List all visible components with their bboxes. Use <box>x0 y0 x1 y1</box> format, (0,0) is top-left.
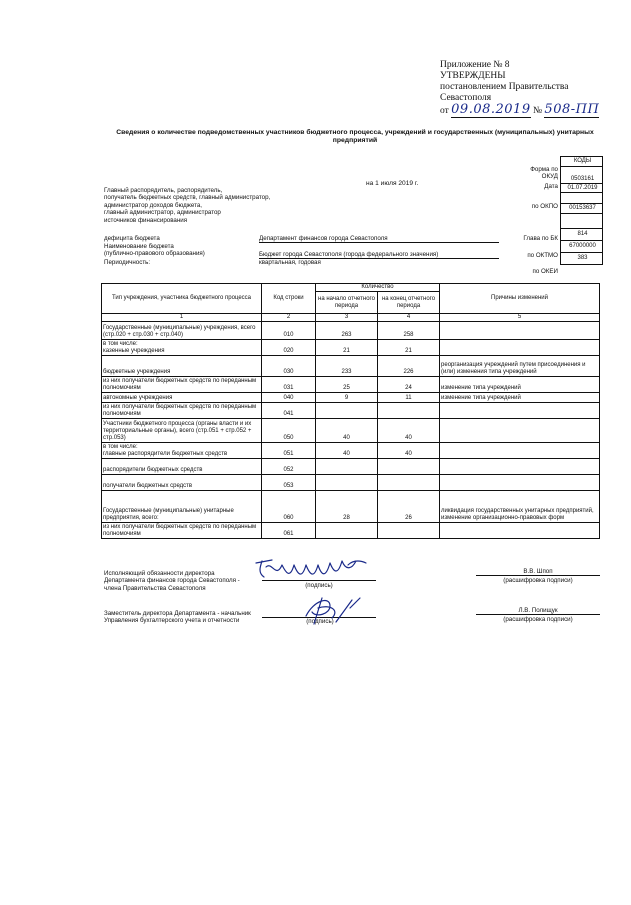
row-start: 40 <box>316 419 378 443</box>
org-name: Департамент финансов города Севастополя <box>259 235 499 243</box>
handwritten-date: 09.08.2019 <box>451 102 531 117</box>
row-name: бюджетные учреждения <box>102 356 262 377</box>
row-end <box>378 459 440 475</box>
row-code: 031 <box>262 377 316 393</box>
table-row <box>102 340 600 356</box>
colnum-2: 2 <box>262 314 316 322</box>
row-end: 258 <box>378 322 440 340</box>
row-name: получатели бюджетных средств <box>102 475 262 491</box>
handwritten-number: 508-ПП <box>544 102 600 117</box>
row-code: 040 <box>262 393 316 403</box>
appendix-line-4: Севастополя <box>440 93 492 103</box>
header-code: Код строки <box>262 284 316 314</box>
row-name: из них получатели бюджетных средств по переданным полномочиям <box>102 377 262 393</box>
row-end: 24 <box>378 377 440 393</box>
row-code: 053 <box>262 475 316 491</box>
signer-1-title: Исполняющий обязанности директора Департамента финансов города Севастополя - члена Правительства Севастополя <box>104 570 240 592</box>
period-value: квартальная, годовая <box>259 259 321 266</box>
colnum-1: 1 <box>102 314 262 322</box>
row-name: Государственные (муниципальные) унитарные предприятия, всего: <box>102 491 262 523</box>
document-title: Сведения о количестве подведомственных участников бюджетного процесса, учреждений и государственных (муниципальных) унитарных предприятий <box>116 129 594 144</box>
report-table <box>101 283 600 539</box>
row-reason <box>440 459 600 475</box>
row-name: распорядители бюджетных средств <box>102 459 262 475</box>
row-code: 061 <box>262 523 316 539</box>
colnum-3: 3 <box>316 314 378 322</box>
codes-box <box>560 156 603 265</box>
row-name: из них получатели бюджетных средств по переданным полномочиям <box>102 523 262 539</box>
period-label: Периодичность: <box>104 259 151 266</box>
deficit-label: дефицита бюджета <box>104 235 160 242</box>
okpo-value: 00153637 <box>561 204 603 214</box>
row-reason <box>440 340 600 356</box>
table-body <box>102 322 600 539</box>
oktmo-label: по ОКТМО <box>527 252 558 259</box>
date-value: 01.07.2019 <box>561 183 603 193</box>
header-quantity: Количество <box>316 284 440 292</box>
row-start: 21 <box>316 340 378 356</box>
row-start <box>316 403 378 419</box>
number-prefix: № <box>532 106 543 116</box>
table-row <box>102 491 600 523</box>
appendix-date-line <box>440 104 599 118</box>
signer-1-name-caption: (расшифровка подписи) <box>503 577 573 584</box>
bk-value: 814 <box>561 228 603 240</box>
okei-value: 383 <box>561 252 603 264</box>
row-reason <box>440 403 600 419</box>
row-start <box>316 523 378 539</box>
row-code: 041 <box>262 403 316 419</box>
bk-label: Глава по БК <box>523 235 558 242</box>
budget-label: Наименование бюджета (публично-правового образования) <box>104 243 205 258</box>
okud-value: 0503161 <box>561 166 603 183</box>
row-reason: изменение типа учреждений <box>440 377 600 393</box>
admin-label: Главный распорядитель, распорядитель, получатель бюджетных средств, главный администратор, администратор доходов бюджета, главный администратор, администратор источников финансирования <box>104 187 271 224</box>
from-prefix: от <box>440 106 449 116</box>
row-name: в том числе: главные распорядители бюджетных средств <box>102 443 262 459</box>
signature-1-image <box>252 553 370 583</box>
codes-header: КОДЫ <box>561 157 603 167</box>
row-name: в том числе: казенные учреждения <box>102 340 262 356</box>
row-start: 40 <box>316 443 378 459</box>
row-start: 263 <box>316 322 378 340</box>
row-reason <box>440 523 600 539</box>
signer-2-sign-caption: (подпись) <box>306 618 334 625</box>
appendix-line-3: постановлением Правительства <box>440 82 569 92</box>
row-start: 9 <box>316 393 378 403</box>
row-name: Участники бюджетного процесса (органы власти и их территориальные органы), всего (стр.051 + стр.052 + стр.053) <box>102 419 262 443</box>
row-reason: изменение типа учреждений <box>440 393 600 403</box>
oktmo-value: 67000000 <box>561 240 603 252</box>
appendix-line-1: Приложение № 8 <box>440 60 510 70</box>
row-start: 28 <box>316 491 378 523</box>
signer-1-name: В.В. Шпоп <box>523 568 553 575</box>
row-start <box>316 459 378 475</box>
signer-1-sign-caption: (подпись) <box>305 582 333 589</box>
row-end: 11 <box>378 393 440 403</box>
row-reason: ликвидация государственных унитарных предприятий, изменение организационно-правовых форм <box>440 491 600 523</box>
table-row <box>102 403 600 419</box>
row-code: 010 <box>262 322 316 340</box>
header-end: на конец отчетного периода <box>378 292 440 314</box>
table-row <box>102 377 600 393</box>
row-code: 060 <box>262 491 316 523</box>
report-date: на 1 июля 2019 г. <box>366 180 419 187</box>
table-row <box>102 475 600 491</box>
row-start: 25 <box>316 377 378 393</box>
row-end <box>378 475 440 491</box>
header-start: на начало отчетного периода <box>316 292 378 314</box>
row-code: 020 <box>262 340 316 356</box>
row-reason <box>440 419 600 443</box>
row-code: 030 <box>262 356 316 377</box>
row-name: Государственные (муниципальные) учреждения, всего (стр.020 + стр.030 + стр.040) <box>102 322 262 340</box>
row-end: 26 <box>378 491 440 523</box>
row-reason <box>440 443 600 459</box>
table-row <box>102 393 600 403</box>
okud-label: Форма по ОКУД <box>530 166 558 181</box>
appendix-line-2: УТВЕРЖДЕНЫ <box>440 71 506 81</box>
signer-2-name-caption: (расшифровка подписи) <box>503 616 573 623</box>
table-row <box>102 523 600 539</box>
header-type: Тип учреждения, участника бюджетного процесса <box>102 284 262 314</box>
row-reason <box>440 322 600 340</box>
row-end: 21 <box>378 340 440 356</box>
header-reason: Причины изменений <box>440 284 600 314</box>
row-end: 40 <box>378 443 440 459</box>
date-label: Дата <box>544 183 558 190</box>
row-end <box>378 523 440 539</box>
row-code: 052 <box>262 459 316 475</box>
colnum-5: 5 <box>440 314 600 322</box>
colnum-4: 4 <box>378 314 440 322</box>
table-row <box>102 419 600 443</box>
row-start: 233 <box>316 356 378 377</box>
okei-label: по ОКЕИ <box>532 268 558 275</box>
signature-2-image <box>300 594 380 628</box>
row-end <box>378 403 440 419</box>
row-code: 050 <box>262 419 316 443</box>
table-row <box>102 356 600 377</box>
row-name: из них получатели бюджетных средств по переданным полномочиям <box>102 403 262 419</box>
row-end: 226 <box>378 356 440 377</box>
row-name: автономные учреждения <box>102 393 262 403</box>
appendix-block <box>440 60 599 118</box>
signer-2-title: Заместитель директора Департамента - начальник Управления бухгалтерского учета и отчетности <box>104 610 251 625</box>
table-row <box>102 459 600 475</box>
table-row <box>102 443 600 459</box>
row-reason <box>440 475 600 491</box>
table-row <box>102 322 600 340</box>
budget-name: Бюджет города Севастополя (города федерального значения) <box>259 251 499 259</box>
row-code: 051 <box>262 443 316 459</box>
row-reason: реорганизация учреждений путем присоединения и (или) изменения типа учреждений <box>440 356 600 377</box>
okpo-label: по ОКПО <box>531 203 558 210</box>
signer-2-name: Л.В. Полищук <box>518 607 558 614</box>
row-end: 40 <box>378 419 440 443</box>
row-start <box>316 475 378 491</box>
